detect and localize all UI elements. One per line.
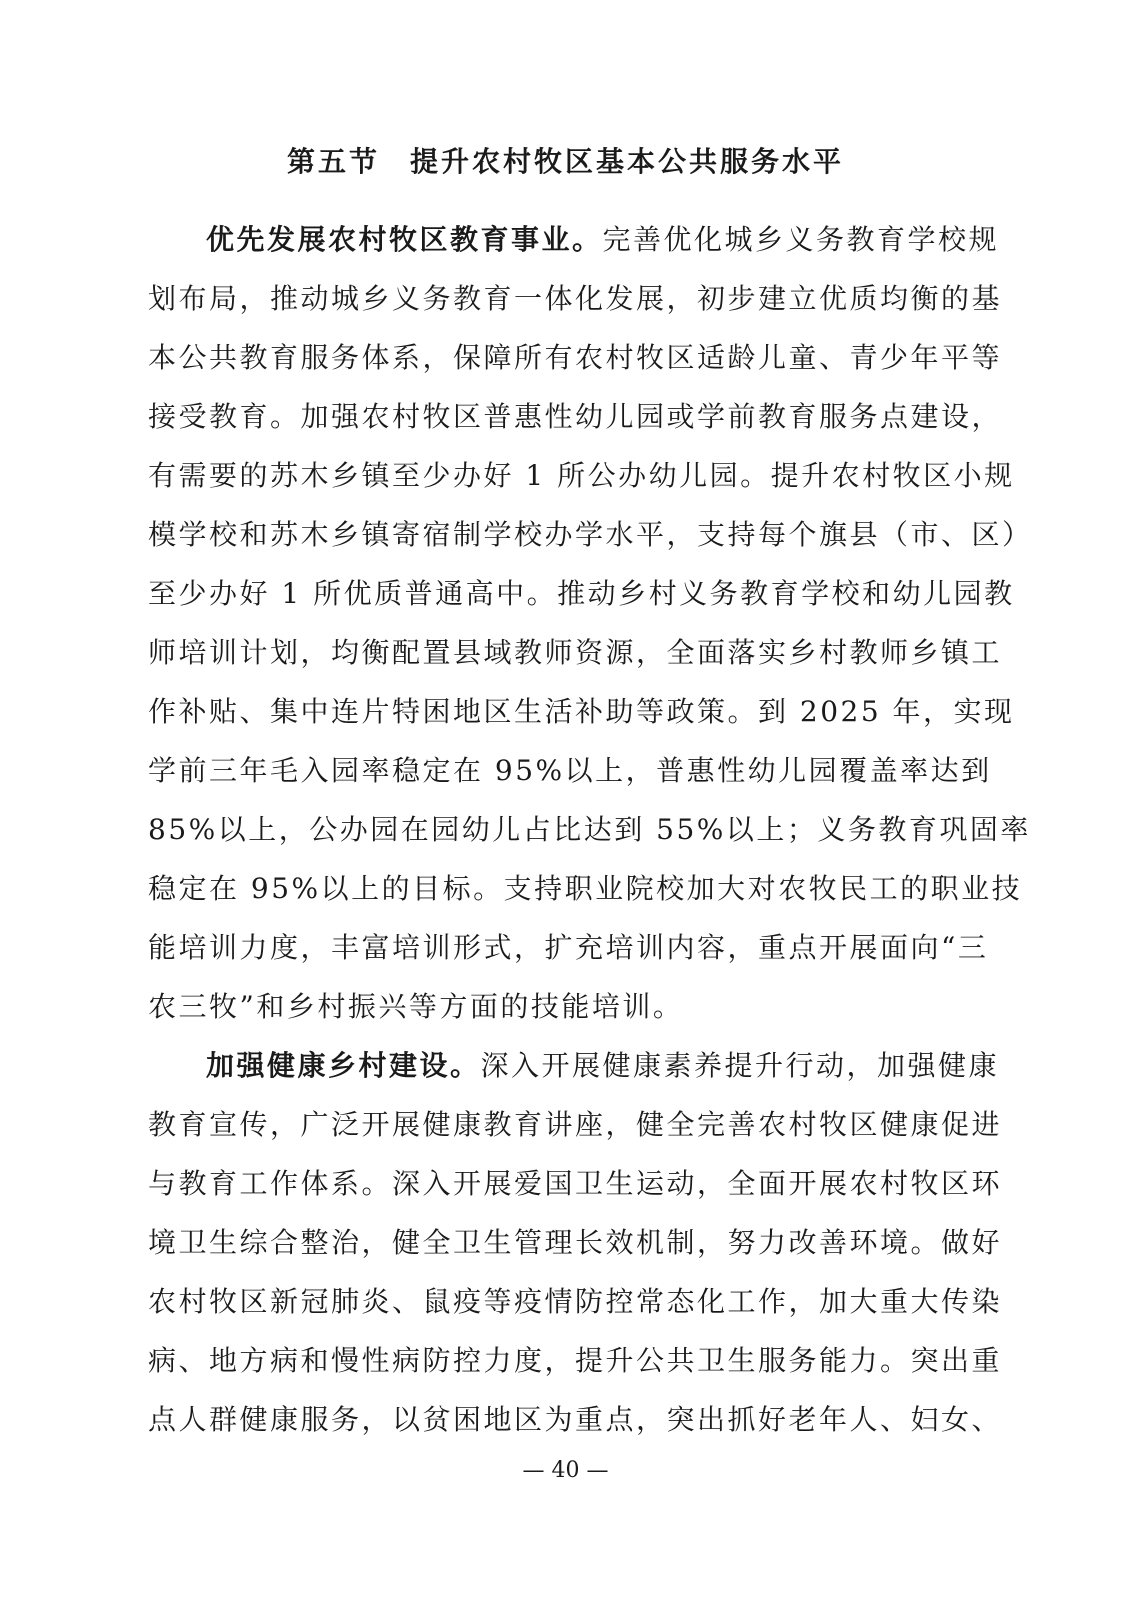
body-text: [148, 210, 1033, 1449]
paragraph-line: 模学校和苏木乡镇寄宿制学校办学水平，支持每个旗县（市、区）: [148, 518, 1033, 551]
paragraph-line: 本公共教育服务体系，保障所有农村牧区适龄儿童、青少年平等: [148, 341, 1003, 374]
section-heading: 提升农村牧区基本公共服务水平: [410, 145, 845, 178]
paragraph-line: 有需要的苏木乡镇至少办好 1 所公办幼儿园。提升农村牧区小规: [148, 459, 1015, 492]
paragraph-line: 划布局，推动城乡义务教育一体化发展，初步建立优质均衡的基: [148, 282, 1003, 315]
paragraph-line: 加强健康乡村建设。深入开展健康素养提升行动，加强健康: [206, 1049, 1000, 1082]
section-title: [0, 140, 1131, 180]
paragraph-line: 与教育工作体系。深入开展爱国卫生运动，全面开展农村牧区环: [148, 1167, 1003, 1200]
paragraph-line: 农村牧区新冠肺炎、鼠疫等疫情防控常态化工作，加大重大传染: [148, 1285, 1003, 1318]
paragraph-line: 接受教育。加强农村牧区普惠性幼儿园或学前教育服务点建设，: [148, 400, 1003, 433]
paragraph-line: 学前三年毛入园率稳定在 95%以上，普惠性幼儿园覆盖率达到: [148, 754, 992, 787]
section-number: 第五节: [286, 145, 380, 178]
paragraph-line: 病、地方病和慢性病防控力度，提升公共卫生服务能力。突出重: [148, 1344, 1003, 1377]
paragraph-line: 教育宣传，广泛开展健康教育讲座，健全完善农村牧区健康促进: [148, 1108, 1003, 1141]
paragraph-line: 境卫生综合整治，健全卫生管理长效机制，努力改善环境。做好: [148, 1226, 1003, 1259]
paragraph-line: 至少办好 1 所优质普通高中。推动乡村义务教育学校和幼儿园教: [148, 577, 1015, 610]
paragraph-line: 稳定在 95%以上的目标。支持职业院校加大对农牧民工的职业技: [148, 872, 1023, 905]
paragraph-line: 师培训计划，均衡配置县域教师资源，全面落实乡村教师乡镇工: [148, 636, 1003, 669]
paragraph-line: 农三牧”和乡村振兴等方面的技能培训。: [148, 990, 684, 1023]
paragraph-lead: 优先发展农村牧区教育事业。: [206, 223, 603, 256]
paragraph-line: 优先发展农村牧区教育事业。完善优化城乡义务教育学校规: [206, 223, 1000, 256]
page-number: — 40 —: [522, 1458, 609, 1483]
paragraph-lead: 加强健康乡村建设。: [206, 1049, 481, 1082]
paragraph-line: 作补贴、集中连片特困地区生活补助等政策。到 2025 年，实现: [148, 695, 1015, 728]
paragraph-line: 85%以上，公办园在园幼儿占比达到 55%以上；义务教育巩固率: [148, 813, 1031, 846]
paragraph-line: 点人群健康服务，以贫困地区为重点，突出抓好老年人、妇女、: [148, 1403, 1003, 1436]
paragraph-line: 能培训力度，丰富培训形式，扩充培训内容，重点开展面向“三: [148, 931, 989, 964]
